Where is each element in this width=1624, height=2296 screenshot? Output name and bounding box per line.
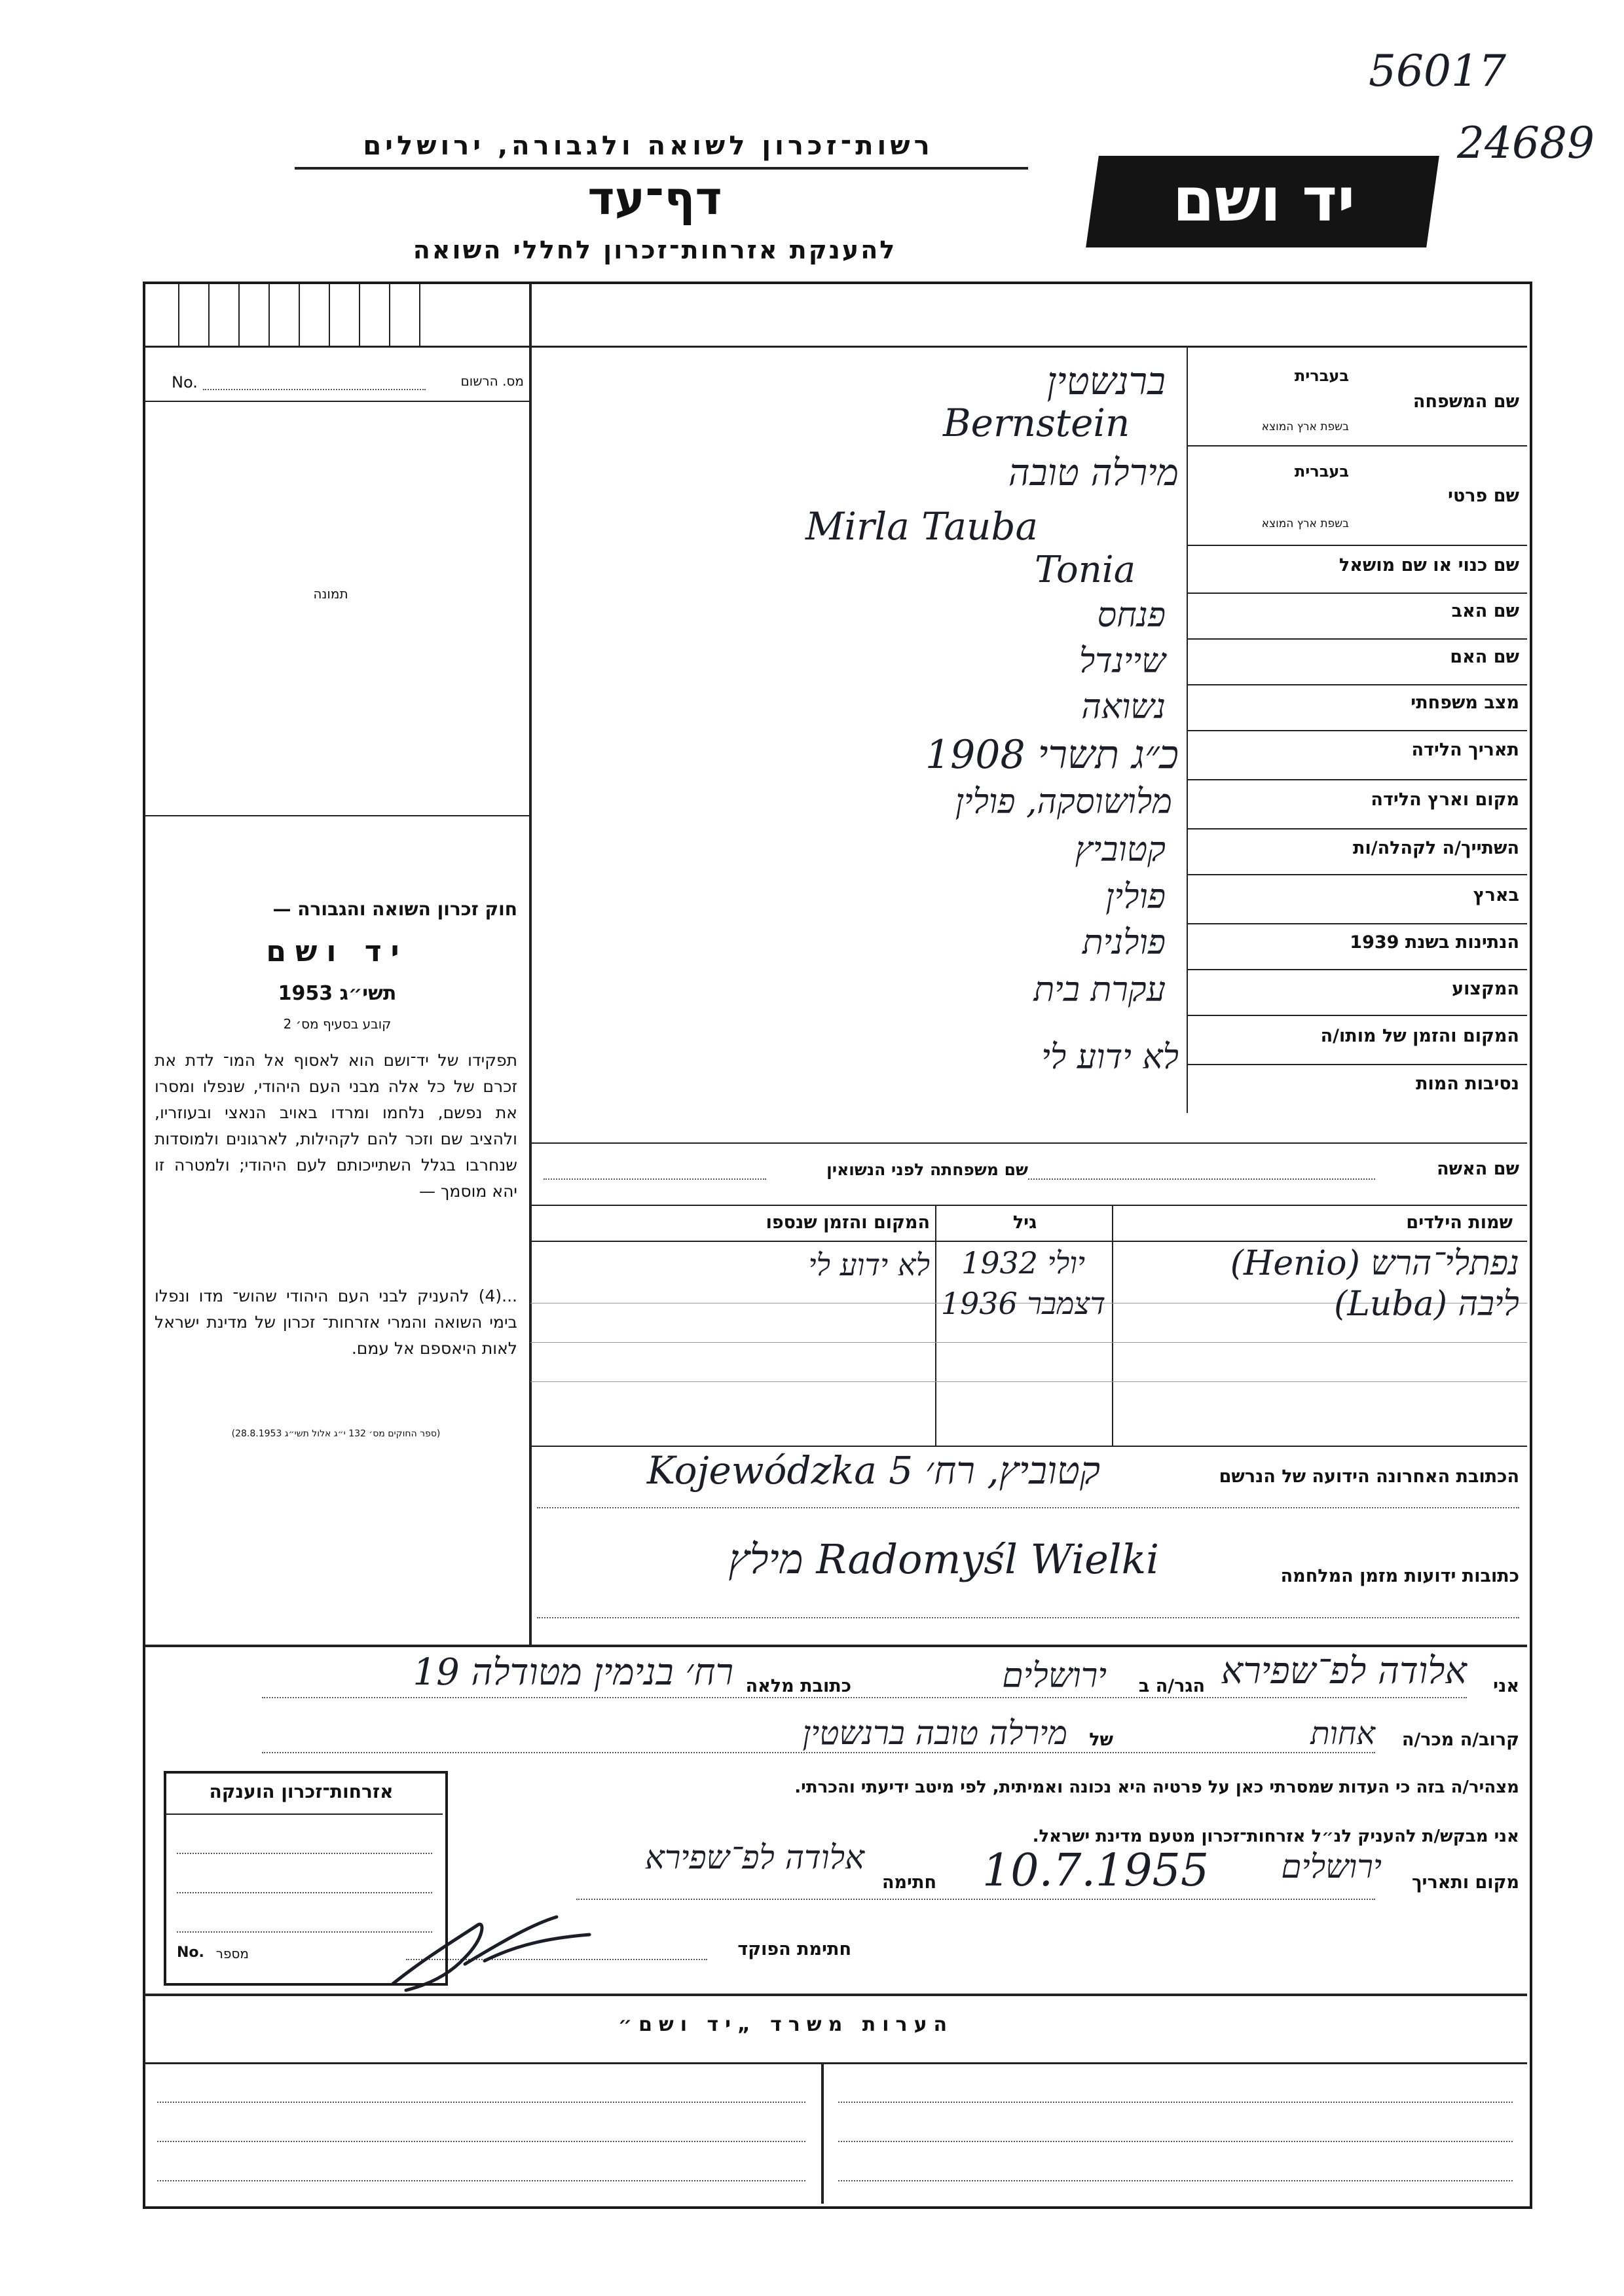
declaration-date-value: 10.7.1955 (982, 1845, 1209, 1897)
war-address-value: Radomyśl Wielki מילץ (728, 1535, 1159, 1583)
granted-no-label: מספר (215, 1946, 249, 1961)
death-place-value: לא ידוע לי (1041, 1038, 1179, 1077)
children-age-header: גיל (1012, 1212, 1037, 1233)
first-name-hebrew-sub: בעברית (1294, 462, 1349, 481)
family-name-origin-sub: בשפת ארץ המוצא (1261, 420, 1349, 433)
declarant-address-label: כתובת מלאה (745, 1676, 851, 1696)
document-title: דף־עד (587, 172, 722, 225)
wife-label: שם האשה (1437, 1159, 1519, 1179)
birth-date-value: כ״ג תשרי 1908 (925, 732, 1179, 778)
first-name-origin-value: Mirla Tauba (805, 504, 1039, 549)
mother-name-label: שם האם (1450, 647, 1519, 667)
authority-underline (295, 167, 1028, 170)
law-title: חוק זכרון השואה והגבורה — (272, 898, 517, 920)
country-label: בארץ (1473, 885, 1519, 905)
place-date-label: מקום ותאריך (1411, 1872, 1519, 1893)
community-value: קטוביץ (1075, 830, 1166, 869)
declarant-city-value: ירושלים (1002, 1656, 1107, 1696)
photo-label: תמונה (313, 586, 348, 602)
family-name-hebrew-sub: בעברית (1294, 367, 1349, 385)
last-address-value: קטוביץ, רח׳ Kojewódzka 5 (646, 1448, 1100, 1493)
children-names-header: שמות הילדים (1406, 1212, 1513, 1233)
law-year: תשי״ג 1953 (278, 982, 397, 1005)
officer-signature-label: חתימת הפוקד (737, 1939, 851, 1959)
declarant-address-value: רח׳ בנימין מטודלה 19 (413, 1651, 733, 1694)
relation-label: קרוב/ה מכר/ה (1401, 1730, 1519, 1750)
relation-of-value: מירלה טובה ברנשטין (802, 1714, 1067, 1752)
declaration-statement: מצהיר/ה בזה כי העדות שמסרתי כאן על פרטיה היא נכונה ואמיתית, לפי מיטב ידיעתי והכרתי. (794, 1777, 1519, 1797)
last-address-label: הכתובת האחרונה הידועה של הנרשם (1219, 1467, 1519, 1487)
father-name-label: שם האב (1451, 601, 1519, 621)
father-name-value: פנחס (1097, 596, 1166, 635)
archive-number: 56017 (1369, 46, 1506, 96)
declaration-place-value: ירושלים (1281, 1848, 1382, 1886)
reg-no-label: מס. הרשום (460, 373, 524, 389)
child-1-name: נפתלי־הרש (Henio) (1230, 1244, 1519, 1283)
law-text-2: ...(4) להעניק לבני העם היהודי שהוש־ מדו ונפלו בימי השואה והמרי אזרחות־ זכרון של מדינת ישראל לאות היאספם אל עמם. (155, 1286, 517, 1358)
death-circumstances-label: נסיבות המות (1416, 1074, 1519, 1094)
first-name-label: שם פרטי (1448, 486, 1519, 506)
declarant-i-label: אני (1493, 1676, 1519, 1696)
law-section: קובע בסעיף מס׳ 2 (283, 1016, 392, 1032)
left-column-divider (529, 284, 532, 1646)
relation-value: אחות (1310, 1715, 1375, 1752)
mother-name-value: שיינדל (1079, 642, 1166, 681)
declarant-lives-label: הגר/ה ב (1138, 1676, 1205, 1696)
declarant-signature: אלודה לפ־שפירא (644, 1838, 864, 1876)
nickname-label: שם כנוי או שם מושאל (1338, 555, 1519, 575)
marital-status-label: מצב משפחתי (1411, 693, 1519, 713)
signature-label: חתימה (881, 1872, 936, 1893)
granted-no-prefix: No. (177, 1944, 204, 1961)
notes-title: הערות משרד „יד ושם״ (618, 2013, 954, 2036)
country-value: פולין (1105, 877, 1166, 917)
top-strip-line (145, 346, 1527, 348)
profession-value: עקרת בית (1033, 970, 1166, 1010)
page-number: 24689 (1457, 118, 1595, 168)
citizenship-value: פולנית (1082, 923, 1166, 962)
family-name-origin-value: Bernstein (943, 401, 1130, 445)
family-name-hebrew-value: ברנשטין (1046, 359, 1166, 403)
profession-label: המקצוע (1452, 979, 1519, 999)
birth-place-label: מקום וארץ הלידה (1371, 790, 1519, 810)
birth-place-value: מלושוסקה, פולין (955, 782, 1172, 822)
reg-no-prefix: No. (172, 373, 198, 392)
law-reference: (ספר החוקים מס׳ 132 י״ג אלול תשי״ג 28.8.1953) (231, 1429, 441, 1439)
citizenship-label: הנתינות בשנת 1939 (1350, 932, 1519, 953)
granted-title: אזרחות־זכרון הוענקה (209, 1781, 394, 1802)
child-1-age: יולי 1932 (961, 1245, 1086, 1281)
nickname-value: Tonia (1035, 549, 1136, 591)
authority-title: רשות־זכרון לשואה ולגבורה, ירושלים (363, 131, 934, 161)
law-text-1: תפקידו של יד־ושם הוא לאסוף אל המו־ לדת את זכרם של כל אלה מבני העם היהודי, שנפלו ומסרו את נפשם, נלחמו ומרדו באויב הנאצי ובעוזריו, ולהציב שם וזכר להם לקהילות, לארגונים ולמוסדות שנחרבו בגלל השתייכותם לעם היהודי; ולמטרה זו יהא מוסמך — (155, 1051, 517, 1201)
relation-of-label: של (1089, 1730, 1113, 1750)
declarant-name-value: אלודה לפ־שפירא (1221, 1650, 1467, 1692)
child-2-name: ליבה (Luba) (1334, 1285, 1519, 1324)
war-address-label: כתובות ידועות מזמן המלחמה (1280, 1566, 1519, 1586)
first-name-hebrew-value: מירלה טובה (1008, 452, 1179, 494)
first-name-origin-sub: בשפת ארץ המוצא (1261, 517, 1349, 530)
death-place-time-label: המקום והזמן של מותו/ה (1320, 1026, 1519, 1046)
document-subtitle: להענקת אזרחות־זכרון לחללי השואה (413, 236, 897, 264)
logo-text: יד ושם (1172, 165, 1356, 235)
community-label: השתייך/ה לקהלה/ות (1353, 838, 1519, 858)
family-name-label: שם המשפחה (1412, 392, 1519, 412)
child-1-place: לא ידוע לי (808, 1247, 930, 1283)
children-place-header: המקום והזמן שנספו (766, 1212, 930, 1233)
child-2-age: דצמבר 1936 (940, 1286, 1106, 1321)
law-name: יד ושם (266, 935, 409, 968)
birth-date-label: תאריך הלידה (1411, 740, 1519, 760)
citizenship-request: אני מבקש/ת להעניק לנ״ל אזרחות־זכרון מטעם מדינת ישראל. (1032, 1827, 1519, 1846)
marital-status-value: נשואה (1081, 687, 1166, 727)
wife-maiden-label: שם משפחתה לפני הנשואין (826, 1160, 1028, 1179)
